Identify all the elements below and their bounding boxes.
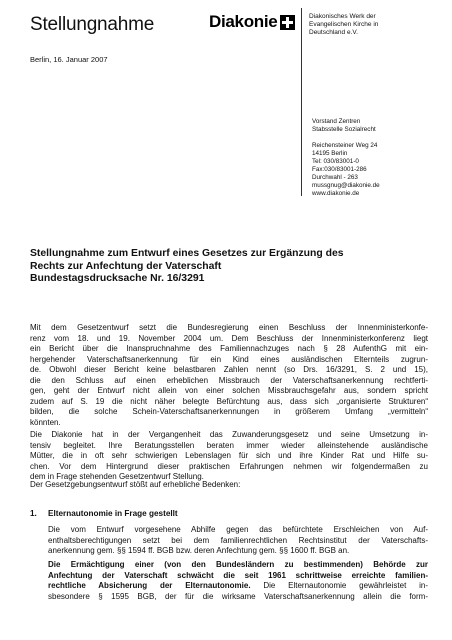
org-line: Diakonisches Werk der	[309, 13, 376, 20]
document-date: Berlin, 16. Januar 2007	[30, 55, 108, 64]
text-line: anerkennung gem. §§ 1594 ff. BGB bzw. deren Anfechtung gem. §§ 1600 ff. BGB an.	[48, 546, 350, 555]
section-number: 1.	[30, 509, 37, 518]
paragraph-3	[30, 480, 428, 491]
paragraph-1	[30, 323, 428, 428]
text-line: die den Schluss auf einen erheblichen Missbrauch der Vaterschaftsanerkennung rechtferti-	[30, 375, 428, 385]
text-line: Die Diakonie hat in der Vergangenheit das Zuwanderungsgesetz und seine Umsetzung in-	[30, 430, 428, 439]
text-line: Mütter, die in oft sehr schwierigen Lebenslagen für sich und ihre Kinder Rat und Hilfe su-	[30, 451, 428, 460]
heading-line: Rechts zur Anfechtung der Vaterschaft	[30, 260, 222, 272]
text-line: Die vom Entwurf vorgesehene Abhilfe gegen das befürchtete Erschleichen von Auf-	[48, 525, 428, 534]
sidebar-divider	[301, 8, 302, 196]
contact-line: 14195 Berlin	[312, 150, 348, 157]
contact-block	[312, 118, 380, 198]
text-line: hergehender Vaterschaftsanerkennung für ein Kind eines ausländischen Elternteils zugrun-	[30, 354, 428, 364]
text-line: Der Gesetzgebungsentwurf stößt auf erhebliche Bedenken:	[30, 480, 241, 489]
text-line: tensiv begleitet. Ihre Beratungsstellen beraten immer wieder alleinstehende ausländische	[30, 440, 428, 450]
organization-name	[309, 13, 419, 37]
text-line: de. Obwohl dieser Bericht keine belastbaren Zahlen nennt (so Drs. 16/3291, S. 2 und 15),	[30, 365, 428, 374]
heading-line: Bundestagsdrucksache Nr. 16/3291	[30, 273, 205, 284]
org-line: Evangelischen Kirche in	[309, 21, 379, 28]
text-line: Die Ermächtigung einer (von den Bundesländern zu bestimmenden) Behörde zur	[48, 560, 428, 569]
text-line: chen. Vor dem Hintergrund dieser praktischen Erfahrungen nehmen wir folgendermaßen zu	[30, 461, 428, 471]
text-line: dem in Frage stehenden Gesetzentwurf Stellung.	[30, 472, 204, 481]
contact-phone: Tel: 030/83001-0	[312, 158, 359, 165]
text-line: könnten.	[30, 417, 61, 427]
contact-extension: Durchwahl - 263	[312, 174, 358, 181]
text-line: Mit dem Gesetzentwurf setzt die Bundesregierung einen Beschluss der Innenministerkonfe-	[30, 323, 428, 332]
document-heading	[30, 248, 430, 286]
text-line: bilden, die solche Schein-Vaterschaftsanerkennungen in größerem Umfang „vermitteln“	[30, 407, 428, 416]
text-line: gen, geht der Entwurf nicht allein von einer solchen Missbrauchsgefahr aus, sondern spricht	[30, 386, 428, 395]
text-line: renz vom 18. und 19. November 2004 um. Dem Beschluss der Innenministerkonferenz liegt	[30, 333, 428, 343]
regular-text: Die Elternautonomie gewährleistet in-	[250, 581, 428, 590]
text-line: enthaltsberechtigungen setzt bei dem familienrechtlichen Rechtsinstitut der Vaterschafts-	[48, 535, 428, 545]
section-paragraph-2	[48, 560, 428, 602]
cross-icon	[280, 15, 295, 30]
contact-website[interactable]: www.diakonie.de	[312, 190, 360, 197]
diakonie-logo	[209, 12, 295, 32]
contact-line: Stabsstelle Sozialrecht	[312, 126, 376, 133]
section-title: Elternautonomie in Frage gestellt	[48, 509, 178, 518]
heading-line: Stellungnahme zum Entwurf eines Gesetzes zur Ergänzung des	[30, 248, 344, 259]
text-line	[48, 581, 428, 592]
contact-line: Vorstand Zentren	[312, 118, 361, 125]
contact-email[interactable]: mussgnug@diakonie.de	[312, 182, 380, 189]
text-line: ein Bericht über die Inanspruchnahme des Familiennachzuges nach § 28 AufenthG mit ein-	[30, 344, 428, 353]
contact-fax: Fax:030/83001-286	[312, 166, 367, 173]
section-paragraph-1	[48, 525, 428, 557]
document-type-title: Stellungnahme	[30, 14, 155, 35]
section-heading	[30, 509, 178, 518]
paragraph-2	[30, 430, 428, 483]
text-line: Anfechtung der Vaterschaft schwächt die seit 1961 schrittweise erreichte familien-	[48, 570, 428, 580]
contact-line: Reichensteiner Weg 24	[312, 142, 378, 149]
logo-text: Diakonie	[209, 12, 278, 31]
org-line: Deutschland e.V.	[309, 29, 358, 36]
text-line: sbesondere § 1595 BGB, der für die wirksame Vaterschaftsanerkennung allein die form-	[48, 591, 428, 601]
text-line: zudem auf S. 19 die nicht näher belegte Befürchtung aus, dass sich „organisierte Strukturen“	[30, 396, 428, 406]
bold-text: rechtliche Absicherung der Elternautonomie.	[48, 581, 251, 590]
